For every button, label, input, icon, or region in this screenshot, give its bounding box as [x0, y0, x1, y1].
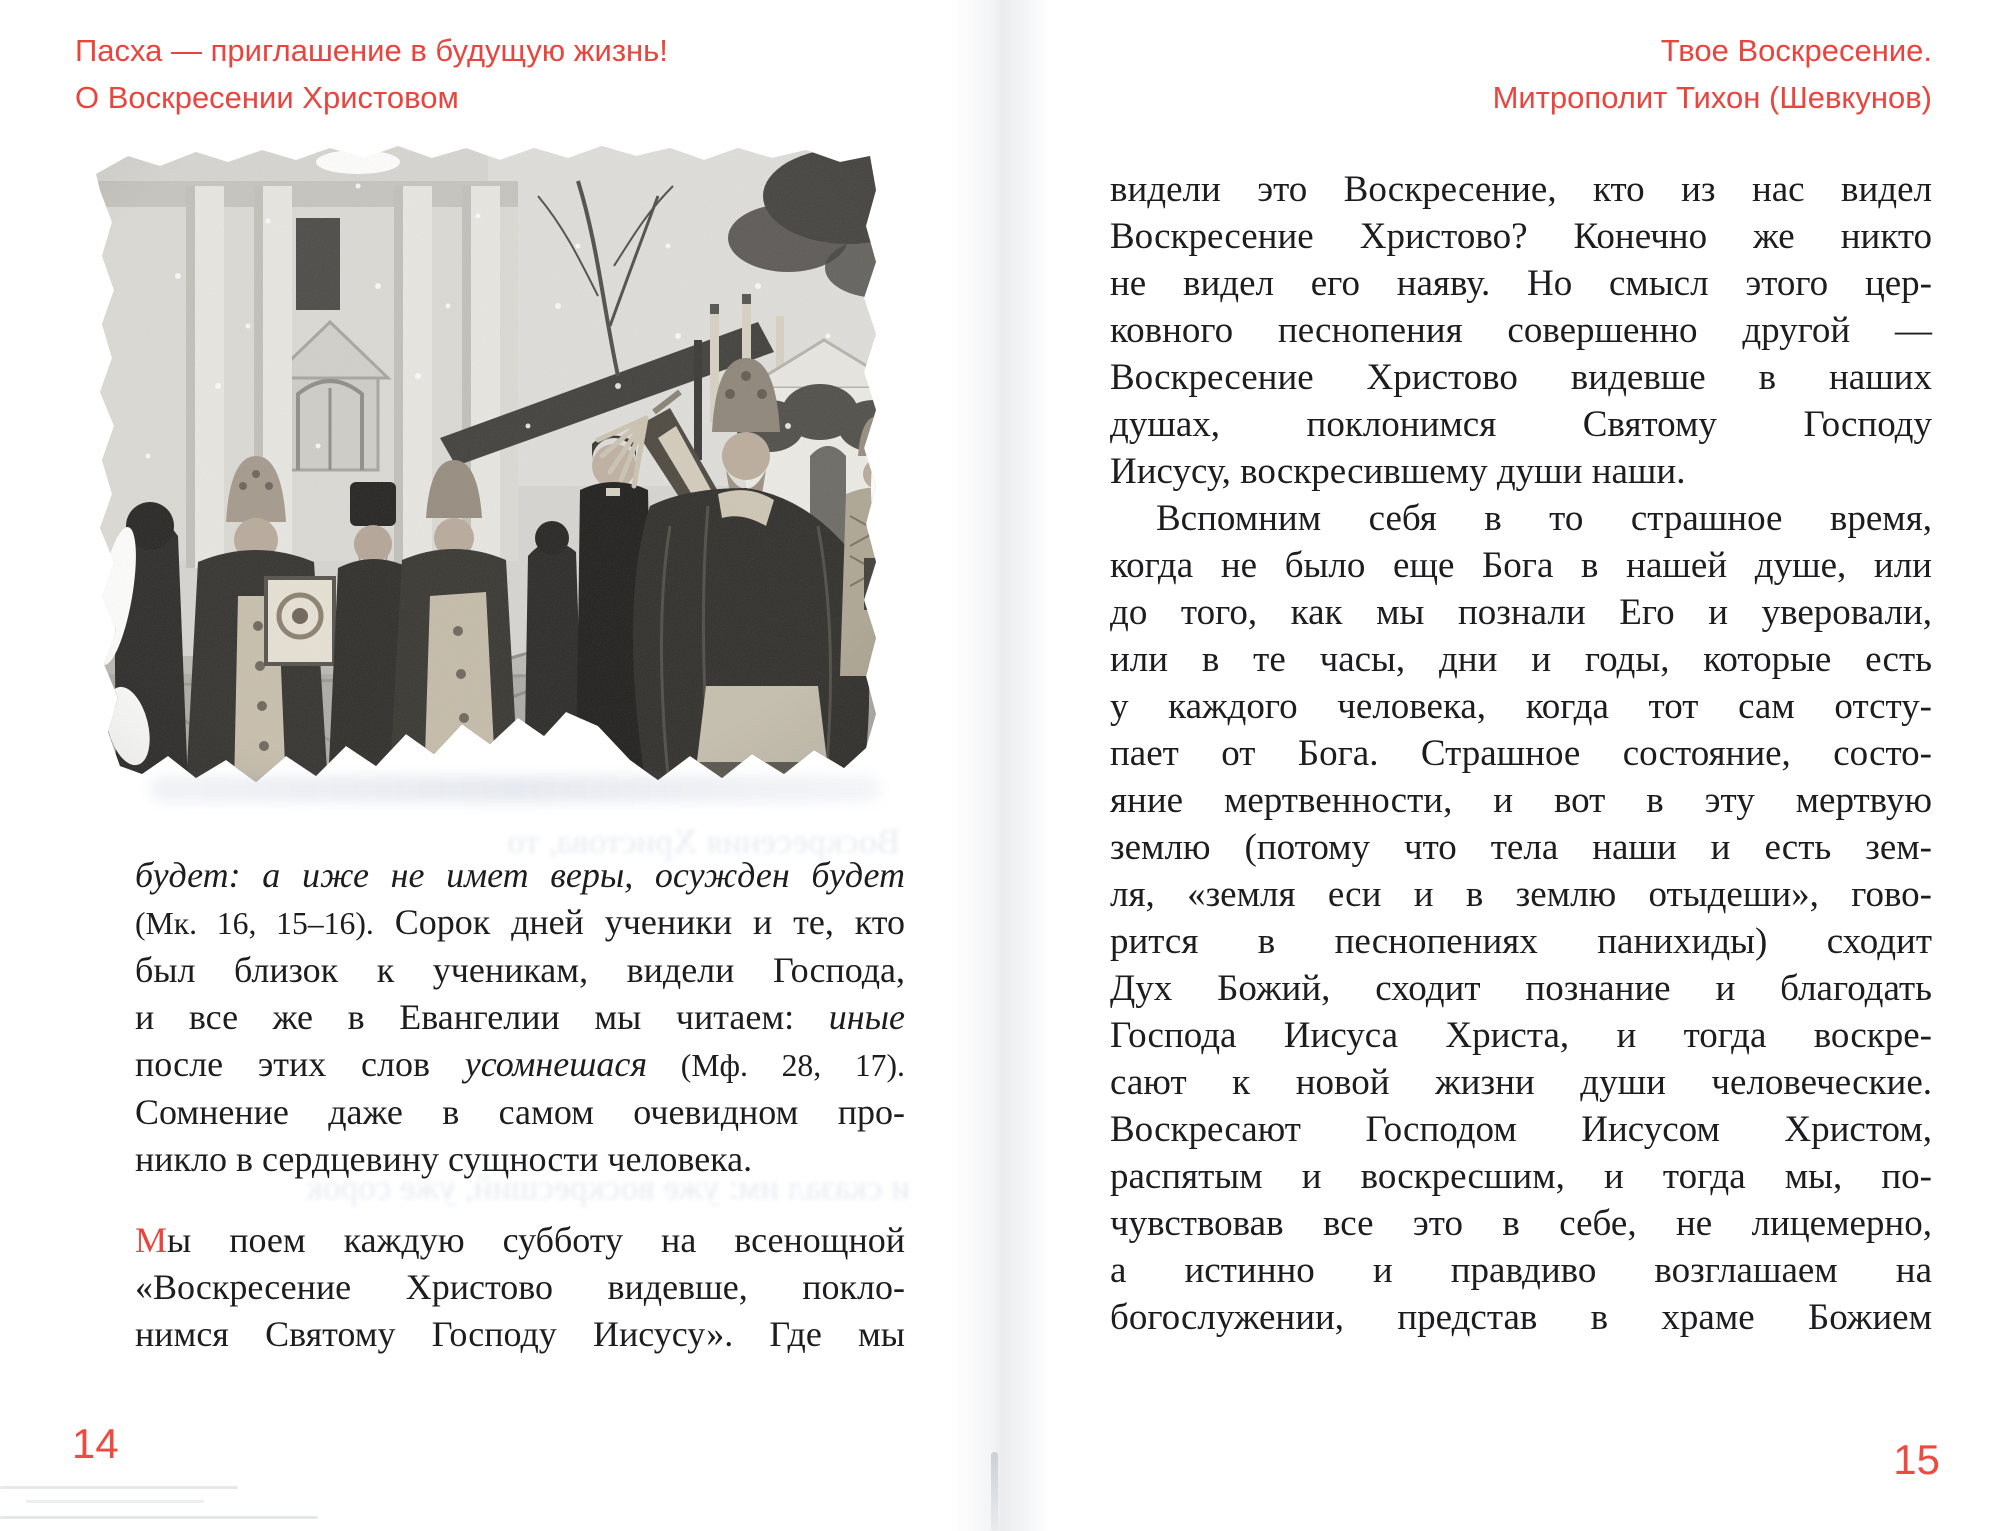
- text-line: [135, 1041, 905, 1089]
- text-line: нимся Святому Господу Иисусу». Где мы: [135, 1314, 905, 1354]
- text-line: [135, 852, 905, 899]
- text-line: пает от Бога. Страшное состояние, состо-: [1110, 733, 1932, 774]
- text-segment: (Мк. 16, 15–16).: [135, 906, 374, 941]
- paragraph: [135, 852, 905, 1183]
- text-line: Воскресают Господом Иисусом Христом,: [1110, 1109, 1932, 1150]
- text-segment: и все же в Евангелии мы читаем:: [135, 997, 829, 1037]
- paragraph: [135, 1217, 905, 1358]
- text-line: ля, «земля еси и в землю отыдеши», гово-: [1110, 874, 1932, 915]
- text-line: ковного песнопения совершенно другой —: [1110, 310, 1932, 351]
- text-line: [135, 1217, 905, 1264]
- text-segment: усомнешася: [464, 1044, 648, 1084]
- left-page-body: [135, 852, 905, 1358]
- text-line: не видел его наяву. Но смысл этого цер-: [1110, 263, 1932, 304]
- text-line: Воскресение Христово видевше в наших: [1110, 357, 1932, 398]
- text-line: Дух Божий, сходит познание и благодать: [1110, 968, 1932, 1009]
- running-head-left: [75, 27, 668, 121]
- running-head-line: О Воскресении Христовом: [75, 80, 459, 115]
- drop-initial: М: [135, 1220, 168, 1260]
- text-line: Вспомним себя в то страшное время,: [1156, 498, 1932, 539]
- running-head-line: Пасха — приглашение в будущую жизнь!: [75, 33, 668, 68]
- text-line: душах, поклонимся Святому Господу: [1110, 404, 1932, 445]
- procession-photo-svg: [58, 126, 906, 802]
- book-gutter-shading: [950, 0, 1050, 1531]
- text-line: рится в песнопениях панихиды) сходит: [1110, 921, 1932, 962]
- text-segment: иные: [828, 997, 905, 1037]
- text-segment: будет: а иже не имет веры, осужден будет: [135, 855, 905, 895]
- text-line: у каждого человека, когда тот сам отсту-: [1110, 686, 1932, 727]
- text-line: «Воскресение Христово видевше, покло-: [135, 1267, 905, 1307]
- text-segment: (Мф. 28, 17).: [647, 1048, 905, 1083]
- page-edge-line: [0, 1516, 318, 1519]
- text-line: видели это Воскресение, кто из нас видел: [1110, 169, 1932, 210]
- text-line: распятым и воскресшим, и тогда мы, по-: [1110, 1156, 1932, 1197]
- text-line: [135, 899, 905, 947]
- page-edge-line: [0, 1486, 238, 1489]
- running-head-line: Митрополит Тихон (Шевкунов): [1492, 80, 1932, 115]
- text-line: до того, как мы познали Его и уверовали,: [1110, 592, 1932, 633]
- ghost-showthrough-band: [150, 776, 880, 802]
- ghost-showthrough-line: Воскресения Христова, то: [507, 822, 900, 861]
- text-line: [135, 994, 905, 1041]
- text-line: Сомнение даже в самом очевидном про-: [135, 1092, 905, 1132]
- text-line: яние мертвенности, и вот в эту мертвую: [1110, 780, 1932, 821]
- text-line: сают к новой жизни души человеческие.: [1110, 1062, 1932, 1103]
- text-segment: Сорок дней ученики и те, кто: [373, 902, 905, 942]
- running-head-right: [1493, 27, 1932, 121]
- text-line: был близок к ученикам, видели Господа,: [135, 950, 905, 990]
- text-line: богослужении, представ в храме Божием: [1110, 1297, 1932, 1338]
- text-line: землю (потому что тела наши и есть зем-: [1110, 827, 1932, 868]
- text-line: никло в сердцевину сущности человека.: [135, 1139, 753, 1179]
- running-head-line: Твое Воскресение.: [1660, 33, 1932, 68]
- page-number-right: 15: [1893, 1436, 1940, 1483]
- ghost-showthrough-line: и сказал им: уже воскресший, уже сорок: [306, 1168, 910, 1207]
- text-segment: ы поем каждую субботу на всенощной: [167, 1220, 905, 1260]
- procession-photo-illustration: [58, 126, 906, 802]
- book-gutter-crease: [991, 1452, 998, 1531]
- text-line: а истинно и правдиво возглашаем на: [1110, 1250, 1932, 1291]
- text-line: Иисусу, воскресившему души наши.: [1110, 451, 1686, 492]
- text-line: когда не было еще Бога в нашей душе, или: [1110, 545, 1932, 586]
- right-page-body: [1110, 166, 1932, 1341]
- text-line: или в те часы, дни и годы, которые есть: [1110, 639, 1932, 680]
- text-line: чувствовав все это в себе, не лицемерно,: [1110, 1203, 1932, 1244]
- text-segment: после этих слов: [135, 1044, 465, 1084]
- page-number-left: 14: [72, 1420, 119, 1467]
- text-line: Господа Иисуса Христа, и тогда воскре-: [1110, 1015, 1932, 1056]
- page-edge-line: [26, 1500, 204, 1503]
- text-line: Воскресение Христово? Конечно же никто: [1110, 216, 1932, 257]
